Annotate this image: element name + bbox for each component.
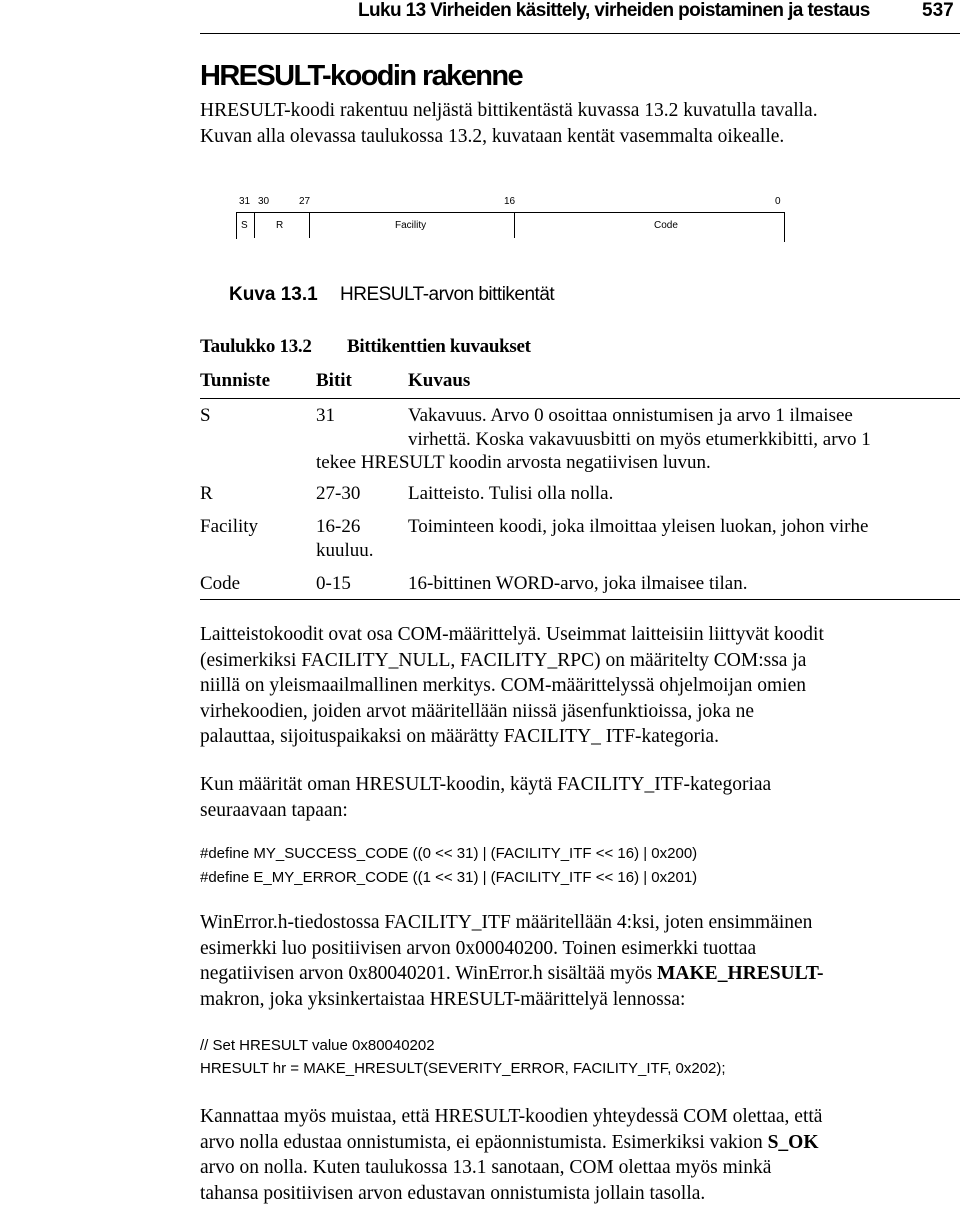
figure-number: Kuva 13.1 [229,284,318,305]
body-paragraph [200,1104,956,1206]
field-label-s: S [241,220,248,231]
table-title: Bittikenttien kuvaukset [347,336,531,357]
table-cell-desc: 16-bittinen WORD-arvo, joka ilmaisee tilan. [408,573,748,594]
text-line: esimerkki luo positiivisen arvon 0x00040200. Toinen esimerkki tuottaa [200,937,757,959]
table-cell-bits: 31 [316,405,335,426]
section-heading: HRESULT-koodin rakenne [200,60,522,92]
field-label-facility: Facility [395,220,427,231]
bitfield-diagram [236,196,788,246]
table-cell-desc: Toiminteen koodi, joka ilmoittaa yleisen luokan, johon virhe [408,516,869,537]
text-line: arvo on nolla. Kuten taulukossa 13.1 sanotaan, COM olettaa myös minkä [200,1157,772,1178]
bit-number: 30 [258,196,270,207]
code-comment: // Set HRESULT value 0x80040202 [200,1037,435,1054]
field-separator [784,212,785,242]
text-line: niillä on yleismaailmallinen merkitys. COM-määrittelyssä ohjelmoijan omien [200,675,807,696]
text-line: HRESULT-koodi rakentuu neljästä bittikentästä kuvassa 13.2 kuvatulla tavalla. [200,100,818,121]
text-line: virhekoodien, joiden arvot määritellään niissä jäsenfunktioissa, joka ne [200,700,754,722]
text-run: negatiivisen arvon 0x80040201. WinError.h sisältää myös [200,963,658,984]
table-cell-bits: 0-15 [316,573,351,594]
table-cell-id: S [200,405,211,426]
text-line: palauttaa, sijoituspaikaksi on määrätty FACILITY_ ITF-kategoria. [200,726,719,747]
intro-paragraph [200,98,956,149]
body-paragraph [200,772,956,823]
field-label-code: Code [654,220,678,231]
text-run: arvo nolla edustaa onnistumista, ei epäonnistumista. Esimerkiksi vakion [200,1131,768,1153]
text-line: makron, joka yksinkertaistaa HRESULT-määrittelyä lennossa: [200,988,686,1010]
text-line: Kuvan alla olevassa taulukossa 13.2, kuvataan kentät vasemmalta oikealle. [200,125,785,147]
code-line: HRESULT hr = MAKE_HRESULT(SEVERITY_ERROR, FACILITY_ITF, 0x202); [200,1060,726,1077]
text-line: Laitteistokoodit ovat osa COM-määrittelyä. Useimmat laitteisiin liittyvät koodit [200,624,824,645]
table-cell-id: Facility [200,516,259,537]
column-header-kuvaus: Kuvaus [408,370,471,391]
text-line: (esimerkiksi FACILITY_NULL, FACILITY_RPC) on määritelty COM:ssa ja [200,649,807,671]
code-line: #define E_MY_ERROR_CODE ((1 << 31) | (FACILITY_ITF << 16) | 0x201) [200,869,698,886]
text-line: seuraavaan tapaan: [200,799,348,821]
table-cell-id: R [200,483,213,504]
column-header-bitit: Bitit [316,370,352,391]
field-separator [309,212,310,238]
table-cell-bits: 27-30 [316,483,361,504]
diagram-frame [236,212,785,239]
table-cell-desc: virhettä. Koska vakavuusbitti on myös etumerkkibitti, arvo 1 [408,429,871,450]
bit-number: 0 [775,196,781,207]
field-separator [254,212,255,238]
text-line [200,961,956,987]
code-line: #define MY_SUCCESS_CODE ((0 << 31) | (FACILITY_ITF << 16) | 0x200) [200,845,698,862]
field-separator [514,212,515,238]
figure-caption: HRESULT-arvon bittikentät [340,284,555,305]
table-cell-id: Code [200,573,241,594]
table-cell-desc: Vakavuus. Arvo 0 osoittaa onnistumisen ja arvo 1 ilmaisee [408,405,853,426]
text-line: tahansa positiivisen arvon edustavan onnistumista jollain tasolla. [200,1182,706,1204]
header-rule [200,33,960,34]
table-bottom-rule [200,599,960,600]
field-label-r: R [276,220,284,231]
text-line: Kun määrität oman HRESULT-koodin, käytä FACILITY_ITF-kategoriaa [200,774,772,795]
running-header: Luku 13 Virheiden käsittely, virheiden poistaminen ja testaus [358,0,870,21]
table-cell-desc: kuuluu. [316,540,374,561]
bold-term: MAKE_HRESULT- [657,963,824,984]
table-header-rule [200,398,960,399]
body-paragraph [200,622,956,750]
bold-term: S_OK [767,1131,819,1153]
table-cell-desc: Laitteisto. Tulisi olla nolla. [408,483,614,504]
page-number: 537 [922,0,954,21]
column-header-tunniste: Tunniste [200,370,271,391]
table-number: Taulukko 13.2 [200,336,312,357]
table-cell-desc: tekee HRESULT koodin arvosta negatiivisen luvun. [316,452,711,473]
text-line: WinError.h-tiedostossa FACILITY_ITF määritellään 4:ksi, joten ensimmäinen [200,912,813,933]
table-cell-bits: 16-26 [316,516,361,537]
bit-number: 16 [504,196,516,207]
bit-number: 31 [239,196,251,207]
text-line [200,1130,956,1156]
body-paragraph [200,910,956,1012]
text-line: Kannattaa myös muistaa, että HRESULT-koodien yhteydessä COM olettaa, että [200,1106,823,1127]
bit-number: 27 [299,196,311,207]
